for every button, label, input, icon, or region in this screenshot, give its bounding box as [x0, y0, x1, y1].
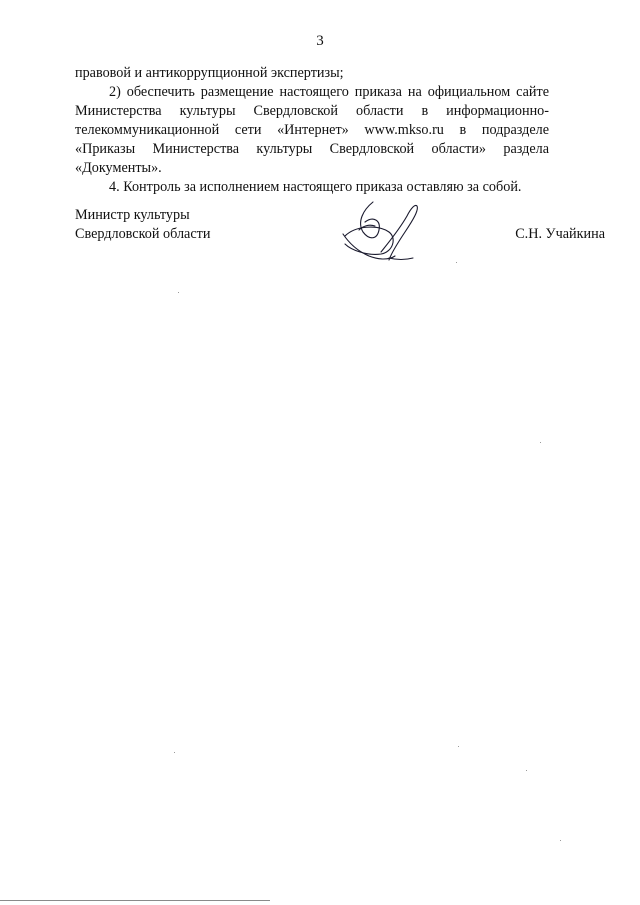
paragraph-control: 4. Контроль за исполнением настоящего приказа оставляю за собой. — [109, 179, 522, 195]
signer-name: С.Н. Учайкина — [515, 226, 605, 242]
signer-position-line-1: Министр культуры — [75, 207, 190, 223]
scan-speck — [560, 840, 561, 841]
document-body — [75, 64, 549, 197]
scan-speck — [178, 292, 179, 293]
scan-speck — [174, 752, 175, 753]
scan-speck — [458, 746, 459, 747]
page-number: 3 — [316, 33, 324, 49]
signer-position — [75, 206, 210, 244]
footer-rule — [0, 900, 270, 901]
paragraph-continuation: правовой и антикоррупционной экспертизы; — [75, 65, 344, 81]
handwritten-signature-icon — [333, 196, 433, 268]
signature-block — [75, 206, 605, 286]
scan-speck — [526, 770, 527, 771]
paragraph-publication: 2) обеспечить размещение настоящего приказа на официальном сайте Министерства культуры Свердловской области в информационно-телекоммуникационной сети «Интернет» www.mkso.ru в подразделе «Приказы Министерства культуры Свердловской области» раздела «Документы». — [75, 84, 549, 176]
scan-speck — [456, 262, 457, 263]
scan-speck — [540, 442, 541, 443]
signer-position-line-2: Свердловской области — [75, 226, 211, 242]
